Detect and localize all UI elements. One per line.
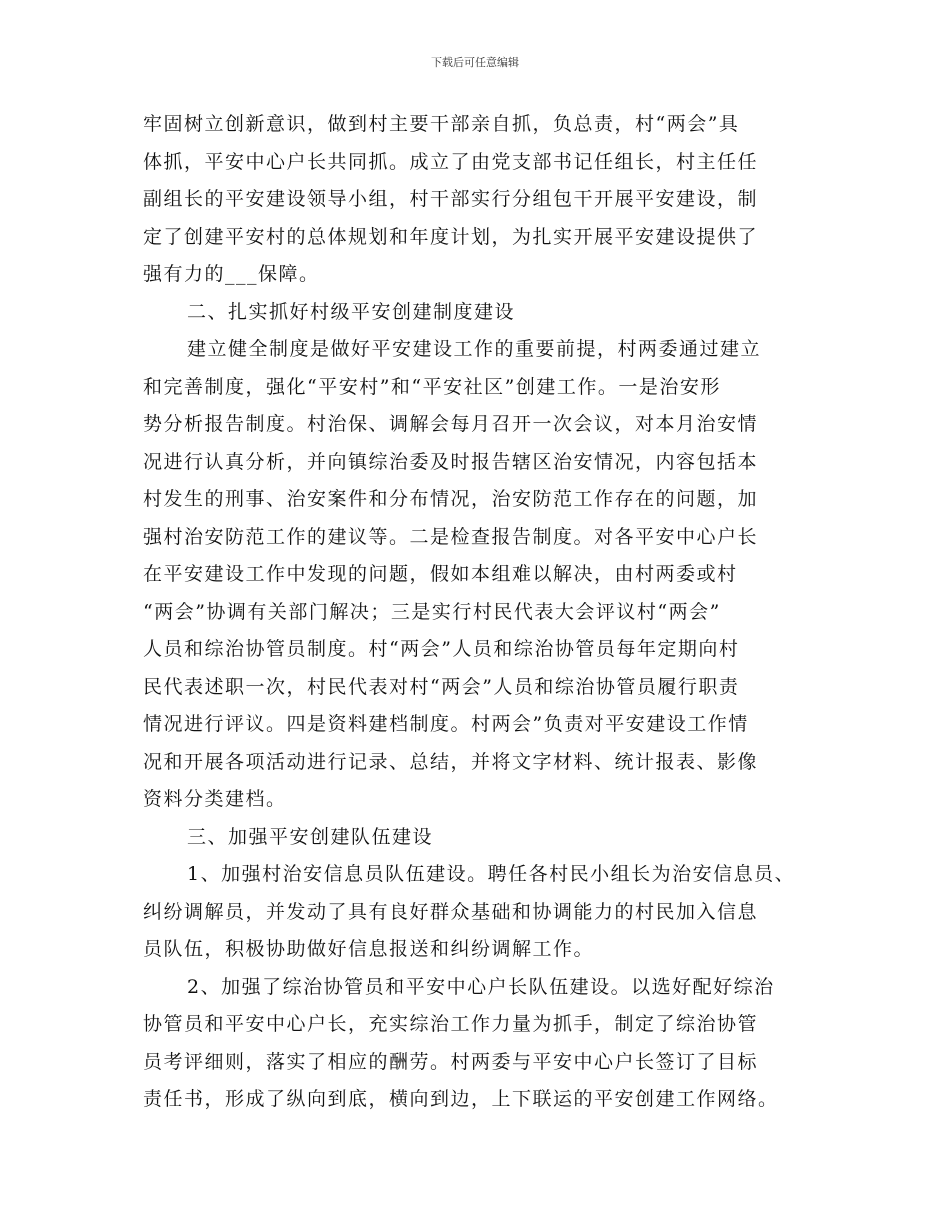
text-line: 员队伍，积极协助做好信息报送和纠纷调解工作。: [143, 938, 595, 960]
text-line: 责任书，形成了纵向到底，横向到边，上下联运的平安创建工作网络。: [143, 1088, 779, 1110]
text-line: 二、扎实抓好村级平安创建制度建设: [187, 300, 516, 323]
text-line: 三、加强平安创建队伍建设: [187, 825, 434, 848]
text-line: 体抓，平安中心户长共同抓。成立了由党支部书记任组长，村主任任: [143, 150, 759, 173]
text-line: 定了创建平安村的总体规划和年度计划，为扎实开展平安建设提供了: [143, 225, 759, 248]
text-line: 员考评细则，落实了相应的酬劳。村两委与平安中心户长签订了目标: [143, 1050, 759, 1073]
text-line: 民代表述职一次，村民代表对村“两会”人员和综治协管员履行职责: [143, 675, 740, 698]
text-line: 在平安建设工作中发现的问题，假如本组难以解决，由村两委或村: [143, 563, 738, 585]
text-line: 资料分类建档。: [143, 788, 287, 810]
text-line: 和完善制度，强化“平安村”和“平安社区”创建工作。一是治安形: [143, 375, 721, 398]
text-line: 协管员和平安中心户长，充实综治工作力量为抓手，制定了综治协管: [143, 1013, 759, 1035]
text-line: 2、加强了综治协管员和平安中心户长队伍建设。以选好配好综治: [187, 975, 775, 998]
text-line: 村发生的刑事、治安案件和分布情况，治安防范工作存在的问题，加: [143, 488, 759, 510]
document-body: [143, 106, 843, 1119]
page-header-note: 下载后可任意编辑: [431, 56, 519, 69]
text-line: 1、加强村治安信息员队伍建设。聘任各村民小组长为治安信息员、: [187, 863, 796, 885]
text-line: 强有力的___保障。: [143, 263, 320, 285]
text-line: 况和开展各项活动进行记录、总结，并将文字材料、统计报表、影像: [143, 750, 759, 773]
text-line: 势分析报告制度。村治保、调解会每月召开一次会议，对本月治安情: [143, 413, 759, 435]
text-line: 人员和综治协管员制度。村“两会”人员和综治协管员每年定期向村: [143, 638, 740, 660]
text-line: 纠纷调解员，并发动了具有良好群众基础和协调能力的村民加入信息: [143, 900, 759, 923]
text-line: 强村治安防范工作的建议等。二是检查报告制度。对各平安中心户长: [143, 525, 759, 548]
text-line: “两会”协调有关部门解决；三是实行村民代表大会评议村“两会”: [143, 600, 721, 623]
text-line: 牢固树立创新意识，做到村主要干部亲自抓，负总责，村“两会”具: [143, 113, 740, 135]
text-line: 情况进行评议。四是资料建档制度。村两会”负责对平安建设工作情: [143, 713, 749, 735]
text-line: 副组长的平安建设领导小组，村干部实行分组包干开展平安建设，制: [143, 188, 759, 210]
text-line: 况进行认真分析，并向镇综治委及时报告辖区治安情况，内容包括本: [143, 450, 759, 473]
text-line: 建立健全制度是做好平安建设工作的重要前提，村两委通过建立: [187, 338, 762, 360]
